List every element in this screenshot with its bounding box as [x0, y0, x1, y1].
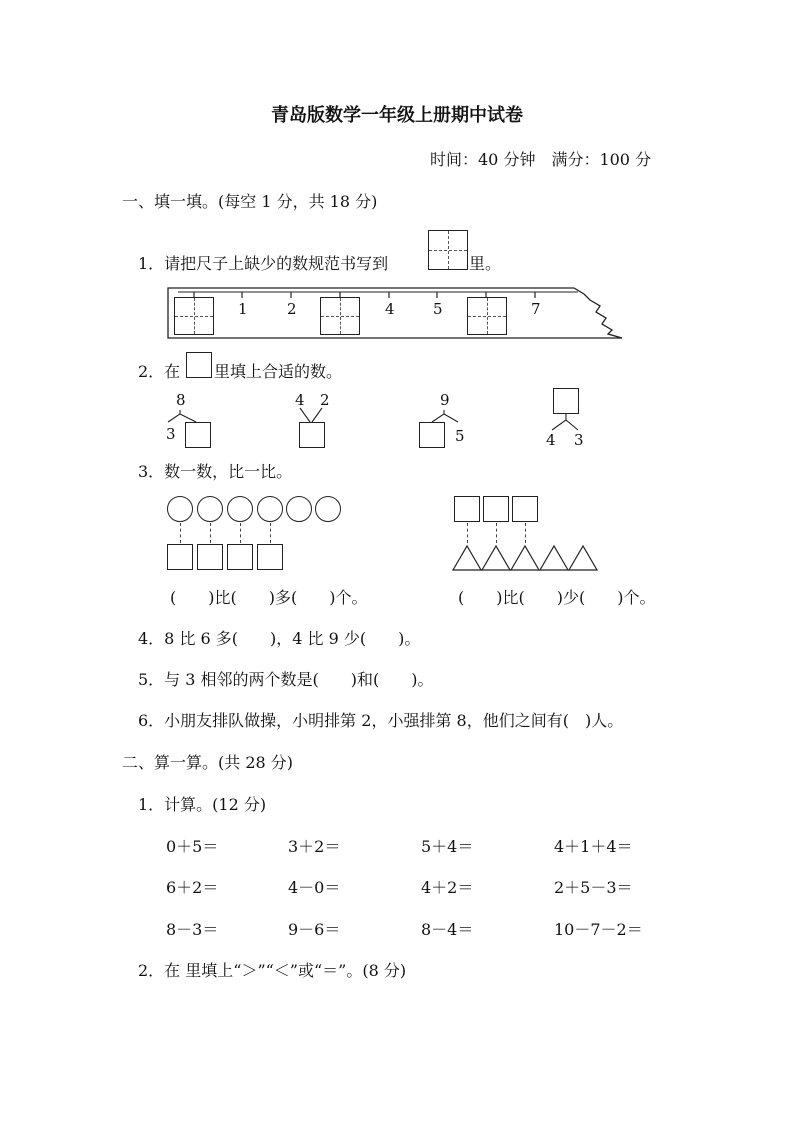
q5: 5．与 3 相邻的两个数是( )和( )。 — [138, 670, 434, 689]
tree-value: 4 — [295, 391, 305, 409]
ruler-number: 7 — [531, 300, 541, 318]
calc-item[interactable]: 2＋5－3＝ — [554, 878, 633, 897]
q2-suffix: 里填上合适的数。 — [214, 362, 343, 381]
tree-value: 3 — [574, 431, 584, 449]
tree-value: 9 — [440, 391, 450, 409]
q3-right-blank[interactable]: ( )比( )少( )个。 — [458, 588, 656, 607]
q2-prefix: 2．在 — [138, 362, 181, 381]
q6: 6．小朋友排队做操，小明排第 2，小强排第 8，他们之间有( )人。 — [138, 711, 624, 730]
calc-item[interactable]: 8－3＝ — [166, 920, 219, 939]
calc-item[interactable]: 9－6＝ — [288, 920, 341, 939]
q4: 4．8 比 6 多( )，4 比 9 少( )。 — [138, 629, 421, 648]
q3-label: 3．数一数，比一比。 — [138, 462, 293, 481]
calc-item[interactable]: 10－7－2＝ — [554, 920, 643, 939]
triangle-icon — [453, 546, 481, 570]
triangle-icon — [569, 546, 597, 570]
calc-item[interactable]: 6＋2＝ — [166, 878, 219, 897]
tree-value: 2 — [320, 391, 330, 409]
calc-item[interactable]: 3＋2＝ — [288, 837, 341, 856]
section2-heading: 二、算一算。(共 28 分) — [122, 753, 294, 772]
calc-item[interactable]: 4＋2＝ — [421, 878, 474, 897]
triangle-icon — [540, 546, 568, 570]
page-title: 青岛版数学一年级上册期中试卷 — [271, 105, 523, 126]
q1-prefix: 1．请把尺子上缺少的数规范书写到 — [138, 254, 389, 273]
ruler-number: 4 — [385, 300, 395, 318]
q1-suffix: 里。 — [469, 254, 502, 273]
s2-q1-label: 1．计算。(12 分) — [138, 795, 267, 814]
ruler-number: 5 — [433, 300, 443, 318]
triangle-icon — [482, 546, 510, 570]
tree-value: 5 — [455, 427, 465, 445]
tree-value: 4 — [546, 431, 556, 449]
calc-item[interactable]: 8－4＝ — [421, 920, 474, 939]
section1-heading: 一、填一填。(每空 1 分，共 18 分) — [122, 192, 378, 211]
ruler-number: 1 — [238, 300, 248, 318]
exam-meta: 时间：40 分钟 满分：100 分 — [430, 150, 652, 169]
ruler-number: 2 — [287, 300, 297, 318]
s2-q2-label: 2．在 里填上“＞”“＜”或“＝”。(8 分) — [138, 961, 407, 980]
calc-item[interactable]: 0＋5＝ — [166, 837, 219, 856]
calc-item[interactable]: 4－0＝ — [288, 878, 341, 897]
calc-item[interactable]: 5＋4＝ — [421, 837, 474, 856]
q3-left-blank[interactable]: ( )比( )多( )个。 — [170, 588, 368, 607]
tree-value: 3 — [166, 425, 176, 443]
triangle-icon — [511, 546, 539, 570]
calc-item[interactable]: 4＋1＋4＝ — [554, 837, 633, 856]
tree-value: 8 — [176, 391, 186, 409]
